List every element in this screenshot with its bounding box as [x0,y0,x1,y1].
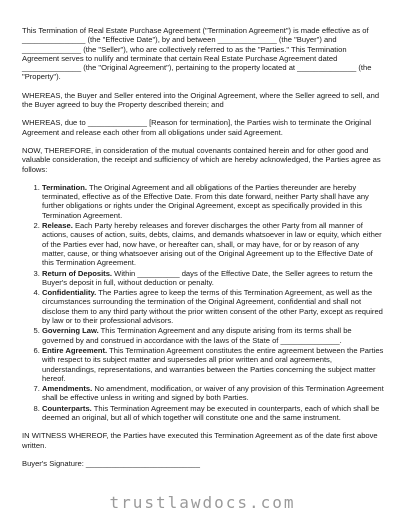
witness-paragraph: IN WITNESS WHEREOF, the Parties have executed this Termination Agreement as of the date first above written. [22,431,378,450]
whereas-paragraph-1: WHEREAS, the Buyer and Seller entered into the Original Agreement, where the Seller agreed to sell, and the Buyer agreed to buy the Property described therein; and [22,90,380,110]
clause-text: No amendment, modification, or waiver of any provision of this Termination Agreement shall be effective unless in writing and signed by both Parties. [42,384,384,403]
clause-governing-law [42,326,384,345]
clause-title: Amendments. [42,384,93,394]
clause-title: Termination. [42,182,88,192]
clause-entire-agreement [42,346,384,383]
site-logo: trustlawdocs.com [109,493,296,512]
clause-text: Each Party hereby releases and forever discharges the other Party from all manner of actions, causes of action, suits, debts, claims, and demands whatsoever in law or equity, which either of the Parties ever had, now have, or hereafter can, shall, or may have, for or by reason of any matter, cause, or thing whatsoever arising out of the Original Agreement up to the Effective Date of this Termination Agreement. [42,221,382,268]
document-body [22,26,384,477]
clause-title: Governing Law. [42,326,99,336]
clause-text: The Original Agreement and all obligations of the Parties thereunder are hereby terminated, effective as of the Effective Date. From this date forward, neither Party shall have any further obligations or rights under the Original Agreement, except as specifically provided in this Termination Agreement. [42,182,369,220]
clause-amendments [42,384,384,403]
buyer-signature-line: Buyer's Signature: ___________________________ [22,458,200,468]
clause-title: Entire Agreement. [42,345,108,355]
whereas-paragraph-2: WHEREAS, due to ______________ [Reason for termination], the Parties wish to terminate the Original Agreement and release each other from all obligations under said Agreement. [22,118,372,137]
clause-title: Release. [42,221,73,231]
clause-text: This Termination Agreement may be executed in counterparts, each of which shall be deemed an original, but all of which together will constitute one and the same instrument. [42,403,380,422]
clause-list [22,183,384,422]
clause-termination [42,183,384,220]
intro-paragraph: This Termination of Real Estate Purchase Agreement ("Termination Agreement") is made effective as of _______________ (the "Effective Date"), by and between ______________ (the "Buyer") and ______________ (the "Seller"), who are collectively referred to as the "Parties." This Termination Agreement serves to nullify and terminate that certain Real Estate Purchase Agreement dated ______________ (the "Original Agreement"), pertaining to the property located at ______________ (the "Property"). [22,26,372,82]
clause-title: Counterparts. [42,403,92,413]
clause-confidentiality [42,288,384,325]
clause-text: The Parties agree to keep the terms of this Termination Agreement, as well as the circumstances surrounding the termination of the Original Agreement, confidential and shall not disclose them to any third party without the prior written consent of the other Party, except as required by law or to their professional advisors. [42,288,383,326]
clause-return-of-deposits [42,269,384,288]
clause-title: Return of Deposits. [42,268,113,278]
clause-text: This Termination Agreement constitutes the entire agreement between the Parties with respect to its subject matter and supersedes all prior written and oral agreements, understandings, representations, and warranties between the Parties concerning the subject matter hereof. [42,345,384,383]
clause-release [42,221,384,267]
clause-counterparts [42,404,384,423]
clause-title: Confidentiality. [42,288,97,298]
clause-text: Within __________ days of the Effective Date, the Seller agrees to return the Buyer's deposit in full, without deduction or penalty. [42,268,373,287]
now-therefore-paragraph: NOW, THEREFORE, in consideration of the mutual covenants contained herein and for other good and valuable consideration, the receipt and sufficiency of which are hereby acknowledged, the Parties agree as follows: [22,145,381,174]
clause-text: This Termination Agreement and any dispute arising from its terms shall be governed by and construed in accordance with the laws of the State of ______________. [42,326,352,345]
